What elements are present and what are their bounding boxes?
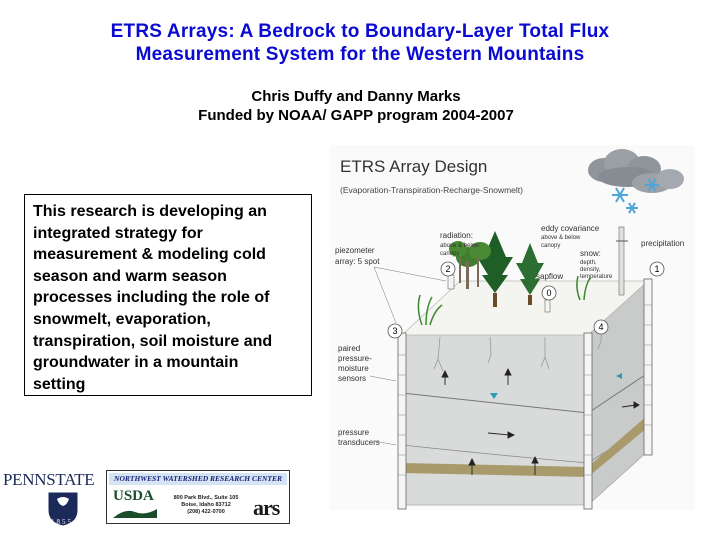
eddy-covariance-label: canopy: [541, 243, 561, 249]
address-line: (208) 422-0700: [187, 509, 225, 515]
paired-sensors-label: moisture: [338, 364, 369, 373]
well-number: 0: [546, 288, 552, 298]
piezometer-well: [398, 333, 406, 509]
radiation-label: radiation:: [440, 231, 473, 240]
description-line: processes including the role of: [33, 289, 270, 307]
paired-sensors-label: pressure-: [338, 354, 372, 363]
radiation-label: canopy: [440, 251, 460, 257]
description-line: season and warm season: [33, 267, 227, 285]
usda-hills-icon: [113, 506, 157, 518]
pennstate-logo: [3, 465, 105, 530]
address-line: Boise, Idaho 83712: [181, 502, 231, 508]
transducers-label: transducers: [338, 438, 380, 447]
eddy-covariance-label: above & below: [541, 235, 581, 241]
block-front-face: [402, 335, 588, 505]
description-box: [24, 194, 312, 396]
paired-sensors-label: paired: [338, 344, 361, 353]
funding-note: Funded by NOAA/ GAPP program 2004-2007: [198, 107, 514, 124]
piezometer-label: piezometer: [335, 246, 375, 255]
piezometer-well: [644, 279, 652, 455]
snow-label: depth,: [580, 260, 597, 266]
usda-wordmark: USDA: [113, 488, 154, 504]
description-line: setting: [33, 375, 86, 393]
poster-title-line-2: Measurement System for the Western Mountains: [135, 44, 585, 65]
description-line: This research is developing an: [33, 203, 267, 220]
description-line: snowmelt, evaporation,: [33, 310, 211, 328]
eddy-covariance-tower: [619, 227, 624, 295]
piezometer-well: [545, 300, 550, 312]
authors: Chris Duffy and Danny Marks: [251, 88, 461, 105]
precipitation-label: precipitation: [641, 239, 685, 248]
nwrc-header: NORTHWEST WATERSHED RESEARCH CENTER: [109, 473, 287, 485]
snow-label: temperature: [580, 274, 613, 280]
transducers-label: pressure: [338, 428, 370, 437]
paired-sensors-label: sensors: [338, 374, 367, 383]
description-line: transpiration, soil moisture and: [33, 332, 273, 350]
description-line: measurement & modeling cold: [33, 246, 266, 264]
pennstate-year: 1855: [51, 518, 73, 526]
description-line: integrated strategy for: [33, 224, 203, 242]
sapflow-label: sapflow: [536, 272, 564, 281]
well-number: 2: [445, 264, 451, 274]
diagram-subtitle: (Evaporation-Transpiration-Recharge-Snowmelt): [340, 185, 523, 195]
piezometer-well: [448, 275, 454, 289]
piezometer-label: array: 5 spot: [335, 257, 380, 266]
well-number: 4: [598, 322, 604, 332]
address-line: 800 Park Blvd., Suite 105: [173, 495, 239, 501]
well-number: 1: [654, 264, 660, 274]
nwrc-address: [173, 495, 239, 516]
poster-title-line-1: ETRS Arrays: A Bedrock to Boundary-Layer Total Flux: [110, 21, 610, 42]
nwrc-logo: [106, 470, 290, 524]
eddy-covariance-label: eddy covariance: [541, 224, 600, 233]
piezometer-well: [584, 333, 592, 509]
ars-wordmark: ars: [253, 495, 280, 520]
snow-label: snow:: [580, 249, 601, 258]
radiation-label: above & below: [440, 243, 480, 249]
pennstate-wordmark: PENNSTATE: [3, 470, 95, 489]
diagram-title: ETRS Array Design: [340, 157, 488, 176]
description-line: groundwater in a mountain: [33, 354, 239, 372]
well-number: 3: [392, 326, 398, 336]
etrs-array-diagram: [330, 145, 700, 515]
snow-label: density,: [580, 267, 601, 273]
